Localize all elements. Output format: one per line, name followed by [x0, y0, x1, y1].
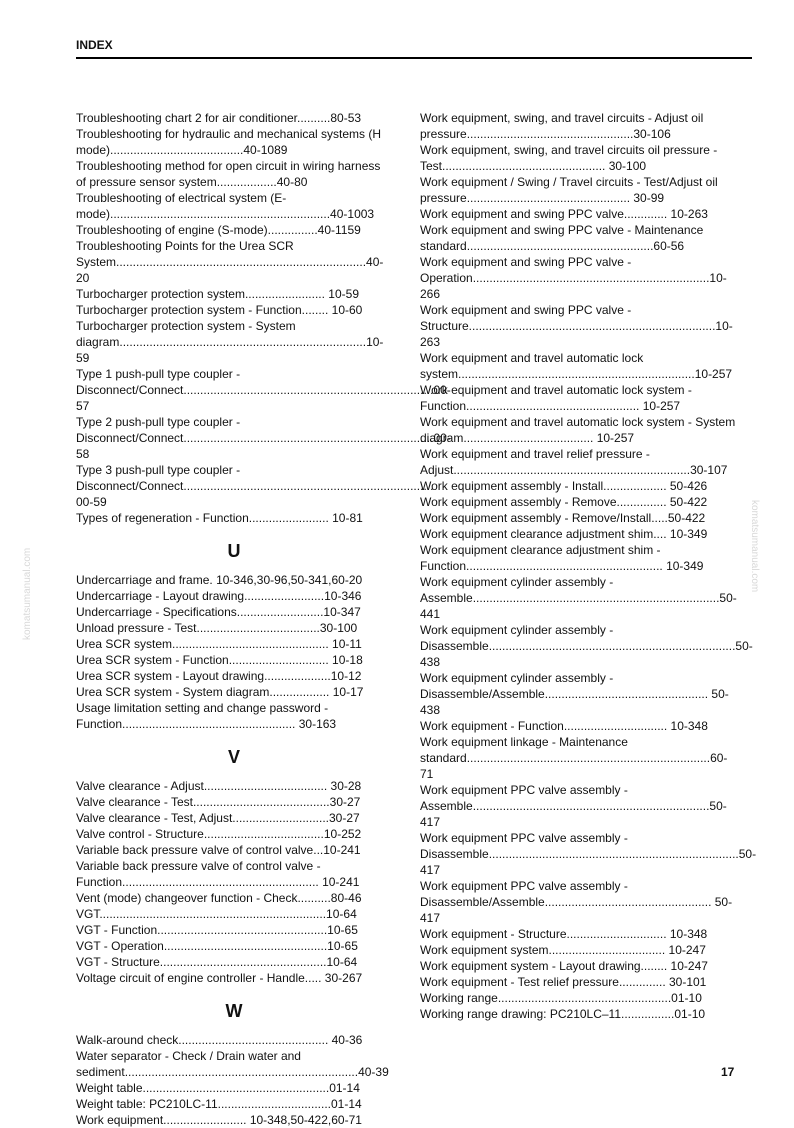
index-entry: Turbocharger protection system - Function........ 10-60	[76, 303, 363, 317]
index-entry: Voltage circuit of engine controller - Handle..... 30-267	[76, 971, 363, 985]
index-entry: Type 3 push-pull type coupler - Disconnect/Connect........................................................................... 00-59	[76, 463, 434, 509]
index-entry: Variable back pressure valve of control valve...10-241	[76, 843, 361, 857]
index-entry: Urea SCR system - Layout drawing....................10-12	[76, 669, 362, 683]
index-entry: Types of regeneration - Function........................ 10-81	[76, 511, 363, 525]
index-entry: Weight table........................................................01-14	[76, 1081, 360, 1095]
index-entry: Troubleshooting for hydraulic and mechanical systems (H mode)........................................40-1089	[76, 127, 382, 157]
index-entry: Working range....................................................01-10	[420, 991, 702, 1005]
index-entry: VGT - Function...................................................10-65	[76, 923, 358, 937]
watermark-left: komatsumanual.com	[22, 547, 33, 640]
index-entry: Work equipment - Structure.............................. 10-348	[420, 927, 708, 941]
index-entry: Valve control - Structure....................................10-252	[76, 827, 362, 841]
index-entry: Work equipment cylinder assembly - Assemble..........................................................................50-441	[420, 575, 737, 621]
index-entry: Usage limitation setting and change password - Function.................................................... 30-163	[76, 701, 337, 731]
index-entry: Valve clearance - Test, Adjust.............................30-27	[76, 811, 360, 825]
index-entry: Work equipment system................................... 10-247	[420, 943, 706, 957]
index-entry: Walk-around check............................................. 40-36	[76, 1033, 363, 1047]
index-entry: Work equipment and travel automatic lock system.......................................................................10-257	[420, 351, 733, 381]
index-entry: Variable back pressure valve of control valve - Function........................................................... 10-241	[76, 859, 360, 889]
index-entry: VGT....................................................................10-64	[76, 907, 357, 921]
index-entry: Work equipment and travel automatic lock system - Function.................................................... 10-257	[420, 383, 692, 413]
index-entry: Work equipment cylinder assembly - Disassemble/Assemble................................................. 50-438	[420, 671, 729, 717]
page-number: 17	[721, 1065, 735, 1079]
index-entry: Undercarriage - Specifications..........................10-347	[76, 605, 361, 619]
index-entry: VGT - Operation.................................................10-65	[76, 939, 358, 953]
index-entry: Work equipment - Test relief pressure.............. 30-101	[420, 975, 707, 989]
index-entry: Work equipment and swing PPC valve - Maintenance standard........................................................60-56	[420, 223, 704, 253]
index-entry: Work equipment system - Layout drawing........ 10-247	[420, 959, 708, 973]
index-entry: Troubleshooting Points for the Urea SCR System...........................................................................40-20	[76, 239, 384, 285]
index-entry: Weight table: PC210LC-11..................................01-14	[76, 1097, 362, 1111]
index-entry: Undercarriage and frame. 10-346,30-96,50-341,60-20	[76, 573, 363, 587]
index-entry: Work equipment and travel automatic lock system - System diagram....................................... 10-257	[420, 415, 736, 445]
index-entry: Work equipment......................... 10-348,50-422,60-71	[76, 1113, 362, 1127]
index-entry: Type 2 push-pull type coupler - Disconnect/Connect...........................................................................00-58	[76, 415, 451, 461]
index-entry: Work equipment and swing PPC valve............. 10-263	[420, 207, 708, 221]
watermark-right: komatsumanual.com	[749, 500, 760, 593]
index-entry: Work equipment and travel relief pressure - Adjust.......................................................................30-107	[420, 447, 728, 477]
index-entry: Work equipment assembly - Install................... 50-426	[420, 479, 708, 493]
index-entry: Turbocharger protection system - System diagram..........................................................................10-59	[76, 319, 384, 365]
index-entry: Urea SCR system - Function.............................. 10-18	[76, 653, 363, 667]
index-entry: Troubleshooting of engine (S-mode)...............40-1159	[76, 223, 361, 237]
index-entry: Water separator - Check / Drain water and sediment......................................................................40-39	[76, 1049, 389, 1079]
index-entry: Work equipment, swing, and travel circuits - Adjust oil pressure..................................................30-106	[420, 111, 704, 141]
index-entry: Working range drawing: PC210LC–11................01-10	[420, 1007, 706, 1021]
index-entry: Work equipment assembly - Remove/Install.....50-422	[420, 511, 706, 525]
index-entry: Troubleshooting method for open circuit in wiring harness of pressure sensor system..................40-80	[76, 159, 381, 189]
index-entry: Turbocharger protection system........................ 10-59	[76, 287, 360, 301]
index-entry: Work equipment cylinder assembly - Disassemble..........................................................................50-438	[420, 623, 753, 669]
index-entry: Type 1 push-pull type coupler - Disconnect/Connect...........................................................................00-57	[76, 367, 451, 413]
section-letter: W	[225, 1001, 243, 1021]
page-header-title: INDEX	[76, 38, 113, 52]
index-entry: Work equipment and swing PPC valve - Structure..........................................................................10-263	[420, 303, 733, 349]
index-entry: Troubleshooting of electrical system (E-mode)..................................................................40-1003	[76, 191, 375, 221]
index-entry: Work equipment clearance adjustment shim - Function........................................................... 10-349	[420, 543, 704, 573]
index-entry: Work equipment linkage - Maintenance standard.........................................................................60-71	[420, 735, 728, 781]
index-entry: Unload pressure - Test.....................................30-100	[76, 621, 358, 635]
index-entry: Vent (mode) changeover function - Check..........80-46	[76, 891, 362, 905]
index-entry: Work equipment and swing PPC valve - Operation.......................................................................10-266	[420, 255, 727, 301]
header-divider	[76, 57, 752, 59]
index-entry: Urea SCR system............................................... 10-11	[76, 637, 362, 651]
index-entry: Urea SCR system - System diagram.................. 10-17	[76, 685, 364, 699]
index-entry: Work equipment, swing, and travel circuits oil pressure - Test................................................. 30-100	[420, 143, 718, 173]
index-entry: Work equipment PPC valve assembly - Disassemble/Assemble.................................................. 50-417	[420, 879, 733, 925]
index-entry: Valve clearance - Test.........................................30-27	[76, 795, 361, 809]
section-letter: V	[227, 747, 240, 767]
index-entry: Valve clearance - Adjust..................................... 30-28	[76, 779, 362, 793]
index-entry: Work equipment clearance adjustment shim.... 10-349	[420, 527, 708, 541]
index-column-left	[76, 110, 451, 1128]
index-entry: Undercarriage - Layout drawing........................10-346	[76, 589, 362, 603]
index-entry: Troubleshooting chart 2 for air conditioner..........80-53	[76, 111, 362, 125]
index-entry: Work equipment PPC valve assembly - Assemble.......................................................................50-417	[420, 783, 727, 829]
index-entry: Work equipment assembly - Remove............... 50-422	[420, 495, 708, 509]
index-entry: VGT - Structure..................................................10-64	[76, 955, 358, 969]
index-entry: Work equipment - Function............................... 10-348	[420, 719, 708, 733]
index-entry: Work equipment PPC valve assembly - Disassemble...........................................................................50-417	[420, 831, 757, 877]
section-letter: U	[227, 541, 241, 561]
index-entry: Work equipment / Swing / Travel circuits - Test/Adjust oil pressure................................................. 30-99	[420, 175, 718, 205]
